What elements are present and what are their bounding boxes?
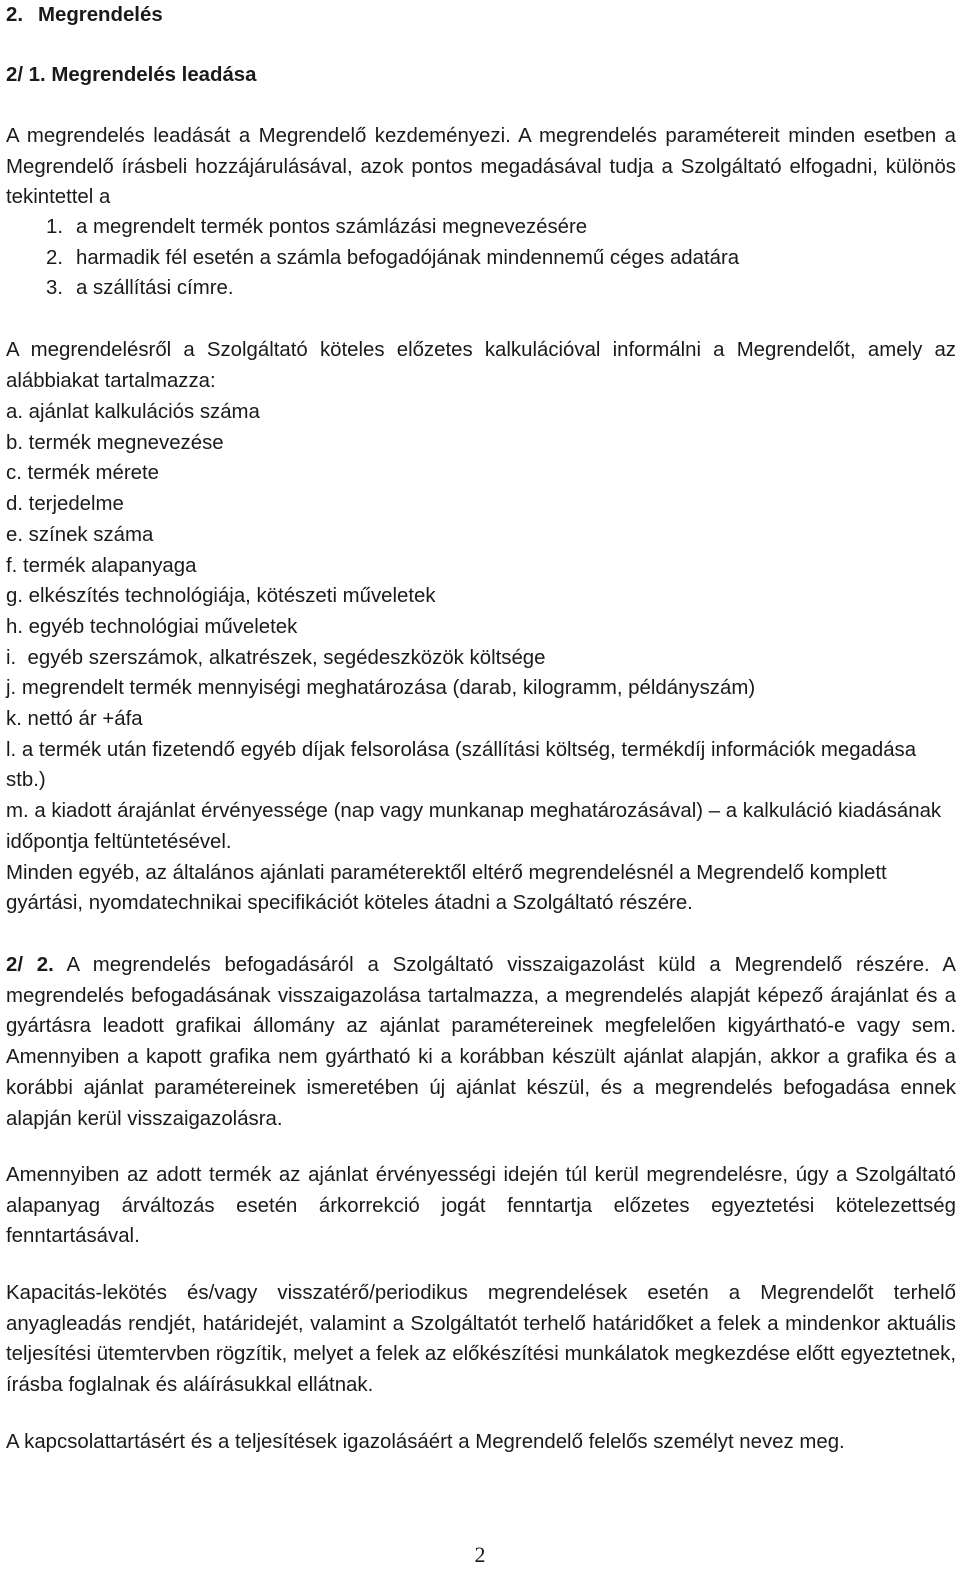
contact-paragraph: A kapcsolattartásért és a teljesítések igazolásáért a Megrendelő felelős személyt nevez meg. bbox=[6, 1431, 845, 1453]
list-item: e. színek száma bbox=[6, 523, 154, 546]
list-item-text: a szállítási címre. bbox=[76, 277, 234, 300]
list-item: k. nettó ár +áfa bbox=[6, 708, 143, 731]
list-item: g. elkészítés technológiája, kötészeti műveletek bbox=[6, 585, 436, 608]
section-2-2-text: A megrendelés befogadásáról a Szolgáltató visszaigazolást küld a Megrendelő részére. A megrendelés befogadásának visszaigazolása tartalmazza, a megrendelés alapját képező árajánlat és a gyártásra leadott grafikai állomány az ajánlat paramétereinek megfelelően kigyártható-e vagy sem. Amennyiben a kapott grafika nem gyártható ki a korábban készült ajánlat alapján, akkor a grafika és a korábbi ajánlat paramétereinek ismeretében új ajánlat készül, és a megrendelés befogadása ennek alapján kerül visszaigazolásra. bbox=[6, 954, 956, 1130]
calculation-intro-paragraph: A megrendelésről a Szolgáltató köteles előzetes kalkulációval informálni a Megrendelőt, amely az alábbiakat tartalmazza: bbox=[6, 339, 956, 392]
list-item-number: 2. bbox=[46, 246, 64, 269]
lettered-list bbox=[6, 397, 956, 919]
list-item: d. terjedelme bbox=[6, 493, 124, 516]
list-item-text: a megrendelt termék pontos számlázási megnevezésére bbox=[76, 216, 588, 238]
list-item: j. megrendelt termék mennyiségi meghatározása (darab, kilogramm, példányszám) bbox=[6, 677, 756, 700]
list-item bbox=[6, 273, 956, 304]
list-item: b. termék megnevezése bbox=[6, 431, 224, 454]
section-number: 2. bbox=[6, 4, 24, 26]
validity-paragraph: Amennyiben az adott termék az ajánlat érvényességi idején túl kerül megrendelésre, úgy a Szolgáltató alapanyag árváltozás esetén árkorrekció jogát fenntartja előzetes egyeztetési kötelezettség fenntartásával. bbox=[6, 1164, 956, 1248]
section-heading bbox=[6, 0, 338, 31]
page-number: 2 bbox=[474, 1542, 486, 1567]
section-title: Megrendelés bbox=[38, 4, 163, 26]
list-item-text: harmadik fél esetén a számla befogadójának mindennemű céges adatára bbox=[76, 246, 740, 269]
section-2-2-paragraph bbox=[6, 950, 956, 1134]
capacity-paragraph: Kapacitás-lekötés és/vagy visszatérő/periodikus megrendelések esetén a Megrendelőt terhelő anyagleadás rendjét, határidejét, valamint a Szolgáltatót terhelő határidőket a felek a mindenkor aktuális teljesítési ütemtervben rögzítik, melyet a felek az előkészítési munkálatok megkezdése előtt egyeztetnek, írásba foglalnak és aláírásukkal ellátnak. bbox=[6, 1282, 956, 1397]
list-item: i. egyéb szerszámok, alkatrészek, segédeszközök költsége bbox=[6, 646, 546, 669]
list-item bbox=[6, 212, 956, 243]
section-2-2-label: 2/ 2. bbox=[6, 954, 54, 976]
list-item: h. egyéb technológiai műveletek bbox=[6, 615, 298, 638]
list-item-number: 1. bbox=[46, 216, 64, 238]
list-item: c. termék mérete bbox=[6, 462, 159, 485]
other-parameters-paragraph: Minden egyéb, az általános ajánlati paraméterektől eltérő megrendelésnél a Megrendelő komplett gyártási, nyomdatechnikai specifikációt köteles átadni a Szolgáltató részére. bbox=[6, 861, 887, 915]
list-item: l. a termék után fizetendő egyéb díjak felsorolása (szállítási költség, termékdíj információk megadása stb.) bbox=[6, 738, 917, 792]
list-item bbox=[6, 243, 956, 274]
list-item: f. termék alapanyaga bbox=[6, 554, 197, 577]
list-item-number: 3. bbox=[46, 277, 64, 300]
list-item: a. ajánlat kalkulációs száma bbox=[6, 401, 260, 423]
intro-paragraph: A megrendelés leadását a Megrendelő kezdeményezi. A megrendelés paramétereit minden esetben a Megrendelő írásbeli hozzájárulásával, azok pontos megadásával tudja a Szolgáltató elfogadni, különös tekintettel a bbox=[6, 125, 956, 209]
list-item: m. a kiadott árajánlat érvényessége (nap vagy munkanap meghatározásával) – a kalkuláció kiadásának időpontja feltüntetésével. bbox=[6, 800, 942, 853]
subsection-heading: 2/ 1. Megrendelés leadása bbox=[6, 64, 257, 86]
numbered-list bbox=[6, 212, 956, 304]
